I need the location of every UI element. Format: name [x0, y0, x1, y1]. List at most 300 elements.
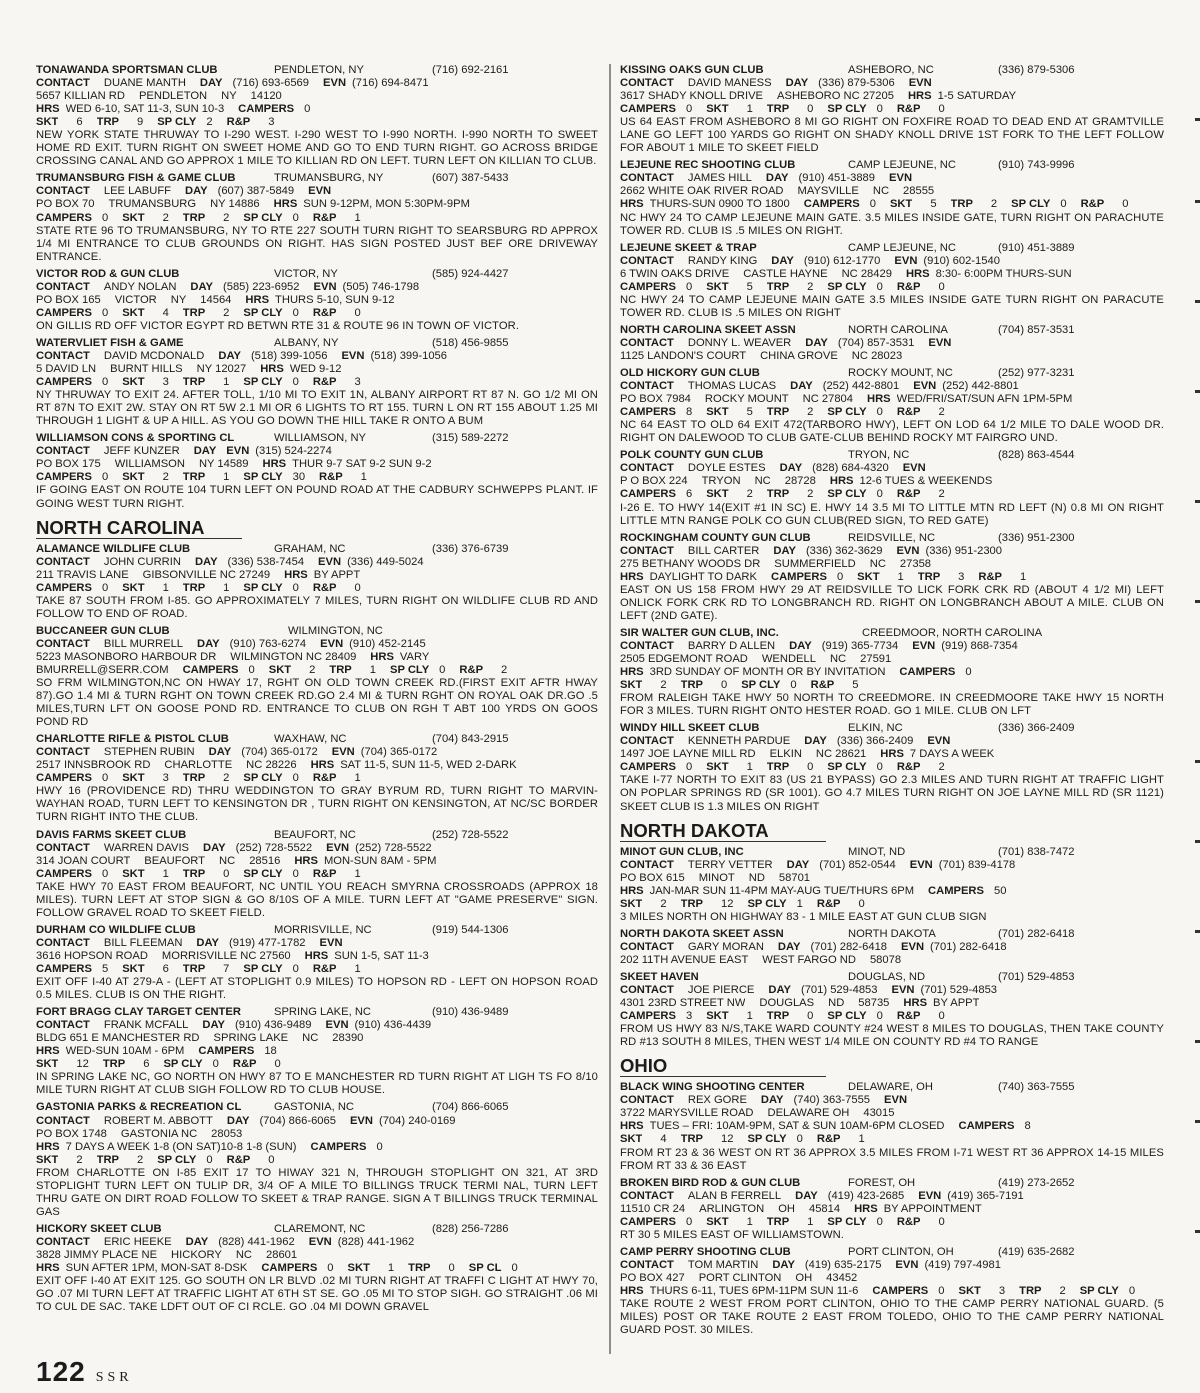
field-label: HRS: [245, 293, 270, 306]
field-label: TRP: [766, 103, 790, 116]
club-location: TRYON, NC: [848, 449, 910, 462]
driving-directions: I-26 E. TO HWY 14(EXIT #1 IN SC) E. HWY 14 3.5 MI TO LITTLE MTN RD LEFT (N) 0.8 MI ON RIGHT LITTLE MTN RANGE POLK CO GUN CLUB(RED SIGN, TO RED GATE): [620, 501, 1164, 527]
field-value: 12: [720, 897, 734, 910]
field-label: HRS: [829, 475, 854, 488]
club-info-line: [36, 198, 598, 211]
club-name: ROCKINGHAM COUNTY GUN CLUB: [620, 531, 811, 544]
field-value: THUR 9-7 SAT 9-2 SUN 9-2: [292, 458, 432, 471]
field-value: 3: [162, 376, 169, 389]
club-entry: [36, 625, 598, 733]
field-value: 1: [354, 772, 361, 785]
club-info-line: [36, 556, 598, 569]
club-info-line: [620, 198, 1164, 211]
field-label: SP CL: [468, 1262, 502, 1275]
club-name: POLK COUNTY GUN CLUB: [620, 449, 764, 462]
field-value: 275 BETHANY WOODS DR: [620, 557, 761, 570]
field-value: WILLIAMSON: [114, 458, 185, 471]
club-info-line: [36, 963, 598, 976]
club-info-line: [36, 1262, 598, 1275]
club-phone: (607) 387-5433: [432, 172, 509, 185]
field-label: HRS: [620, 1120, 644, 1133]
club-header-line: [620, 1246, 1164, 1259]
field-value: 1: [858, 1133, 865, 1146]
field-label: EVN: [918, 1189, 942, 1202]
club-info-line: [36, 185, 598, 198]
club-header-line: [620, 1177, 1164, 1190]
club-info-line: [620, 1133, 1164, 1146]
club-info-line: [620, 350, 1164, 363]
club-info-line: [620, 984, 1164, 997]
driving-directions: IN SPRING LAKE NC, GO NORTH ON HWY 87 TO E MANCHESTER RD TURN RIGHT AT LIGH TS FO 8/10 MILE TURN RIGHT AT CLUB SIGH FOLLOW RD TO CLUB HOUSE.: [36, 1071, 598, 1097]
club-info-line: [36, 90, 598, 103]
field-value: 43015: [863, 1107, 895, 1120]
club-header-line: [36, 1101, 598, 1114]
driving-directions: EAST ON US 158 FROM HWY 29 AT REIDSVILLE TO LICK FORK CRK RD (ABOUT 4 1/2 MI) LEFT ONLICK FORK CRK RD TO LONGBRANCH RD. RIGHT ON LONGBRANCH ABOUT A MILE. CLUB ON LEFT (2ND GATE).: [620, 583, 1164, 622]
field-value: THURS 6-11, TUES 6PM-11PM SUN 11-6: [649, 1284, 859, 1297]
field-value: 1: [354, 211, 361, 224]
field-value: (704) 240-0169: [378, 1114, 456, 1127]
club-info-line: [620, 558, 1164, 571]
field-label: TRP: [182, 471, 206, 484]
field-label: R&P: [319, 471, 343, 484]
field-value: (518) 399-1056: [370, 349, 447, 362]
field-value: 50: [993, 884, 1007, 897]
field-value: 0: [223, 867, 230, 880]
club-info-line: [620, 1272, 1164, 1285]
club-name: TONAWANDA SPORTSMAN CLUB: [36, 64, 218, 76]
field-label: TRP: [96, 1153, 119, 1166]
field-value: (419) 423-2685: [827, 1189, 905, 1202]
club-header-line: [620, 532, 1164, 545]
field-value: P O BOX 224: [620, 475, 688, 488]
field-label: SP CLY: [243, 867, 283, 880]
club-header-line: [620, 1081, 1164, 1094]
field-value: 6: [162, 963, 169, 975]
club-header-line: [36, 543, 598, 556]
field-label: R&P: [226, 1153, 251, 1166]
club-info-line: [620, 748, 1164, 761]
field-value: 1: [746, 761, 753, 774]
field-value: 0: [807, 103, 814, 116]
field-value: MON-SUN 8AM - 5PM: [323, 854, 437, 867]
driving-directions: ON GILLIS RD OFF VICTOR EGYPT RD BETWN RTE 31 & ROUTE 96 IN TOWN OF VICTOR.: [36, 319, 520, 332]
club-info-line: [36, 1115, 598, 1128]
field-value: 28390: [332, 1032, 364, 1045]
field-value: NC: [872, 185, 890, 198]
edge-tick: [1195, 600, 1200, 603]
club-info-line: [620, 185, 1164, 198]
field-label: TRP: [182, 306, 206, 319]
club-name: VICTOR ROD & GUN CLUB: [36, 267, 180, 280]
field-value: 0: [938, 1215, 945, 1228]
club-entry: [620, 64, 1164, 159]
field-value: 0: [248, 663, 255, 676]
club-entry: [36, 64, 598, 172]
club-header-line: [36, 1006, 598, 1019]
club-entry: [620, 242, 1164, 324]
club-location: GASTONIA, NC: [274, 1101, 354, 1114]
field-value: JOHN CURRIN: [103, 555, 181, 568]
field-value: 3: [958, 570, 965, 583]
field-value: 3: [162, 772, 169, 785]
club-info-line: [36, 1019, 598, 1032]
field-label: EVN: [331, 746, 355, 759]
field-label: CONTACT: [36, 746, 90, 759]
field-label: CAMPERS: [36, 471, 92, 484]
field-value: (910) 763-6274: [229, 637, 307, 650]
field-value: 0: [448, 1262, 455, 1275]
club-location: MORRISVILLE, NC: [274, 923, 372, 936]
field-label: EVN: [320, 637, 344, 650]
field-value: BILL FLEEMAN: [103, 936, 183, 949]
field-value: 8: [1024, 1120, 1031, 1133]
field-value: 0: [876, 103, 883, 116]
field-value: THURS 5-10, SUN 9-12: [275, 293, 395, 306]
club-phone: (419) 273-2652: [998, 1176, 1075, 1189]
field-label: CONTACT: [620, 1189, 674, 1202]
field-label: DAY: [193, 445, 217, 458]
field-value: 2: [990, 198, 998, 211]
field-value: 1: [746, 103, 753, 116]
club-entry: [620, 971, 1164, 1053]
club-entry: [36, 1006, 598, 1101]
driving-directions: FROM CHARLOTTE ON I-85 EXIT 17 TO HIWAY 321 N, THROUGH STOPLIGHT ON 321, AT 3RD STOPLIGHT TURN LEFT ON TULIP DR, 3/4 OF A MILE TO BILLINGS TRUCK TERMI NAL, TURN LEFT THRU GATE ON DIRT ROAD FOLLOW TO SKEET & TRAP RANGE. SIGN A T BILLINGS TRUCK TERMINAL GAS: [36, 1166, 598, 1218]
club-info-line: [620, 761, 1164, 774]
field-label: EVN: [927, 735, 951, 748]
field-value: TRYON: [701, 475, 741, 488]
club-location: ROCKY MOUNT, NC: [848, 367, 953, 380]
field-label: SKT: [122, 867, 145, 880]
field-label: EVN: [912, 639, 936, 652]
field-label: CONTACT: [620, 940, 674, 953]
field-label: SKT: [706, 406, 729, 419]
club-info-line: [36, 294, 598, 307]
field-label: TRP: [182, 772, 206, 785]
club-entry: [36, 337, 598, 432]
field-value: 2: [1059, 1284, 1066, 1297]
field-value: 0: [292, 867, 299, 880]
field-label: CAMPERS: [770, 570, 827, 583]
field-value: 2: [76, 1153, 83, 1166]
field-value: 5: [746, 280, 753, 293]
club-header-line: [620, 846, 1164, 859]
club-location: NORTH DAKOTA: [848, 927, 936, 940]
field-value: NC 28429: [841, 267, 892, 280]
field-label: R&P: [232, 1058, 257, 1071]
field-value: 2: [501, 663, 508, 676]
field-label: SKT: [122, 963, 145, 975]
field-value: 1: [162, 581, 169, 594]
field-label: R&P: [312, 306, 337, 319]
club-info-line: [36, 103, 598, 116]
club-location: BEAUFORT, NC: [274, 828, 356, 841]
field-value: (704) 857-3531: [837, 336, 915, 349]
club-info-line: [620, 872, 1164, 885]
field-label: HRS: [903, 997, 928, 1010]
field-value: WED/FRI/SAT/SUN AFN 1PM-5PM: [896, 393, 1073, 406]
field-label: CONTACT: [620, 462, 674, 475]
field-value: DAVID MCDONALD: [103, 349, 205, 362]
field-value: 0: [685, 761, 693, 774]
field-value: PO BOX 1748: [36, 1127, 107, 1140]
field-value: 5 DAVID LN: [36, 363, 97, 376]
field-value: 14564: [200, 293, 232, 306]
field-label: HRS: [620, 1284, 644, 1297]
club-entry: [36, 733, 598, 828]
field-label: SP CLY: [243, 376, 283, 389]
field-value: 1-5 SATURDAY: [937, 90, 1017, 103]
field-label: SP CLY: [827, 761, 867, 774]
club-location: VICTOR, NY: [274, 267, 338, 280]
field-value: 2: [807, 488, 814, 501]
field-value: 0: [965, 666, 972, 679]
club-info-line: [620, 1010, 1164, 1023]
field-label: SKT: [122, 211, 145, 224]
club-entry: [620, 846, 1164, 928]
field-value: OH: [778, 1202, 795, 1215]
field-value: 9: [136, 116, 144, 129]
field-label: SP CLY: [157, 1153, 197, 1166]
field-value: (505) 746-1798: [342, 280, 420, 293]
field-value: (716) 694-8471: [352, 77, 429, 90]
field-value: 1: [223, 471, 230, 484]
field-value: (419) 797-4981: [924, 1258, 1001, 1271]
field-value: NY: [221, 90, 237, 103]
club-header-line: [620, 928, 1164, 941]
field-label: CAMPERS: [928, 884, 984, 897]
field-label: SP CLY: [1011, 198, 1051, 211]
driving-directions: IF GOING EAST ON ROUTE 104 TURN LEFT ON POUND ROAD AT THE CADBURY SCHWEPPS PLANT. IF GOING WEST TURN RIGHT.: [36, 484, 598, 510]
driving-directions: 3 MILES NORTH ON HIGHWAY 83 - 1 MILE EAST AT GUN CLUB SIGN: [620, 910, 987, 923]
club-info-line: [620, 1094, 1164, 1107]
field-value: CASTLE HAYNE: [743, 267, 828, 280]
club-header-line: [620, 242, 1164, 255]
field-value: 12: [720, 1133, 734, 1146]
club-phone: (910) 451-3889: [998, 241, 1075, 254]
driving-directions: SO FRM WILMINGTON,NC ON HWAY 17, RGHT ON OLD TOWN CREEK RD.(FIRST EXIT AFTR HWAY 87).GO 1.4 MI & TURN RGHT ON TOWN CREEK RD.GO 2.4 MI & TURN RGHT ON ROYAL OAK DR.GO .5 MILES,TURN LFT ON GOOSE POND RD. ENTRANCE TO CLUB ON RGH T ABT 100 YRDS ON GOOS POND RD: [36, 677, 598, 729]
club-entry: [620, 928, 1164, 971]
field-label: CONTACT: [620, 380, 674, 393]
field-value: 2: [807, 406, 814, 419]
field-label: CAMPERS: [36, 963, 92, 975]
field-label: CAMPERS: [803, 198, 860, 211]
field-label: R&P: [226, 116, 251, 129]
field-value: REX GORE: [687, 1094, 747, 1107]
field-label: R&P: [312, 867, 337, 880]
field-value: NY 14886: [210, 198, 260, 211]
field-value: 211 TRAVIS LANE: [36, 568, 129, 581]
field-label: CAMPERS: [36, 211, 92, 224]
field-value: (704) 365-0172: [241, 746, 318, 759]
club-location: PENDLETON, NY: [274, 64, 364, 76]
field-value: SUMMERFIELD: [774, 557, 856, 570]
field-value: PO BOX 165: [36, 293, 101, 306]
club-info-line: [36, 855, 598, 868]
field-value: NC 27804: [802, 393, 854, 406]
club-info-line: [36, 1045, 598, 1058]
field-label: EVN: [325, 1019, 349, 1032]
field-value: MINOT: [698, 871, 735, 884]
field-value: 0: [790, 679, 797, 692]
field-value: NC 28226: [246, 759, 297, 772]
field-value: 0: [101, 211, 109, 224]
field-value: 2: [206, 116, 213, 129]
club-entry: [620, 367, 1164, 449]
field-label: CONTACT: [36, 280, 90, 293]
field-label: DAY: [196, 936, 220, 949]
field-value: 1: [796, 897, 803, 910]
club-name: KISSING OAKS GUN CLUB: [620, 64, 764, 76]
club-entry: [36, 543, 598, 625]
field-label: SKT: [36, 1058, 59, 1071]
field-label: TRP: [182, 963, 206, 975]
field-value: 11510 CR 24: [620, 1202, 686, 1215]
field-label: CAMPERS: [872, 1284, 929, 1297]
field-value: 1: [387, 1262, 395, 1275]
field-label: HRS: [880, 748, 904, 761]
field-label: EVN: [909, 858, 933, 871]
field-value: 1125 LANDON'S COURT: [620, 349, 747, 362]
driving-directions: HWY 16 (PROVIDENCE RD) THRU WEDDINGTON TO GRAY BYRUM RD, TURN RIGHT TO MARVIN-WAYHAN ROAD, TURN LEFT TO KENSINGTON DR , TURN RIGHT ON KENSINGTON, AT NC/SC BORDER TURN RIGHT INTO THE CLUB.: [36, 785, 598, 824]
field-value: (910) 436-4439: [354, 1019, 432, 1032]
field-value: NC: [869, 557, 886, 570]
field-label: EVN: [884, 1094, 908, 1107]
club-info-line: [36, 350, 598, 363]
field-value: (910) 612-1770: [803, 254, 881, 267]
field-label: R&P: [312, 581, 337, 594]
field-label: EVN: [323, 77, 347, 90]
field-value: (585) 223-6952: [223, 280, 300, 293]
field-value: 6: [143, 1058, 150, 1071]
field-label: DAY: [805, 336, 828, 349]
club-info-line: [36, 638, 598, 651]
field-value: 1: [354, 867, 361, 880]
field-label: DAY: [772, 1258, 795, 1271]
field-value: 2: [807, 280, 814, 293]
field-value: 0: [876, 488, 883, 501]
field-value: 2: [660, 897, 667, 910]
field-label: CONTACT: [36, 445, 90, 458]
field-value: 2517 INNSBROOK RD: [36, 759, 151, 772]
field-value: PO BOX 7984: [620, 393, 691, 406]
club-info-line: [620, 268, 1164, 281]
club-phone: (419) 635-2682: [998, 1245, 1075, 1258]
state-heading: NORTH DAKOTA: [620, 818, 826, 842]
field-value: 28728: [784, 475, 816, 488]
club-header-line: [36, 829, 598, 842]
field-label: SKT: [36, 1153, 59, 1166]
field-value: DAVID MANESS: [687, 77, 772, 90]
edge-tick: [1195, 200, 1200, 203]
field-label: SP CLY: [827, 488, 867, 501]
field-label: HRS: [284, 568, 308, 581]
field-value: (919) 477-1782: [229, 936, 306, 949]
field-value: 6: [76, 116, 83, 129]
club-phone: (518) 456-9855: [432, 336, 509, 349]
club-name: CHARLOTTE RIFLE & PISTOL CLUB: [36, 733, 229, 746]
field-value: (336) 879-5306: [818, 77, 895, 90]
club-info-line: [620, 885, 1164, 898]
field-label: CAMPERS: [899, 666, 956, 679]
field-value: 2: [938, 406, 945, 419]
field-value: 12: [76, 1058, 89, 1071]
club-entry: [36, 1101, 598, 1222]
field-label: EVN: [908, 77, 932, 90]
club-info-line: [36, 746, 598, 759]
field-label: DAY: [779, 462, 803, 475]
field-value: 2: [746, 488, 753, 501]
club-location: NORTH CAROLINA: [848, 323, 948, 336]
field-value: DONNY L. WEAVER: [687, 336, 792, 349]
field-value: ASHEBORO NC 27205: [777, 90, 894, 103]
field-label: SP CLY: [827, 280, 867, 293]
field-label: R&P: [896, 1215, 921, 1228]
club-name: ALAMANCE WILDLIFE CLUB: [36, 542, 191, 555]
field-label: CONTACT: [620, 544, 674, 557]
field-value: 202 11TH AVENUE EAST: [620, 953, 749, 966]
field-value: 1: [807, 1215, 814, 1228]
field-label: SP CLY: [827, 1215, 867, 1228]
field-label: SKT: [620, 1133, 643, 1146]
field-label: SP CLY: [157, 116, 197, 129]
field-label: CAMPERS: [36, 306, 92, 319]
field-label: EVN: [895, 1258, 919, 1271]
page-footer: [36, 1356, 133, 1388]
club-phone: (336) 951-2300: [998, 531, 1075, 544]
club-info-line: [620, 337, 1164, 350]
field-label: SKT: [347, 1262, 370, 1275]
club-header-line: [36, 172, 598, 185]
club-info-line: [620, 1285, 1164, 1298]
club-info-line: [36, 1058, 598, 1071]
field-value: 1497 JOE LAYNE MILL RD: [620, 748, 756, 761]
field-value: MAYSVILLE: [797, 185, 859, 198]
field-value: PO BOX 175: [36, 458, 101, 471]
club-location: CAMP LEJEUNE, NC: [848, 241, 956, 254]
field-value: 0: [720, 679, 728, 692]
field-label: EVN: [894, 254, 918, 267]
field-label: DAY: [790, 380, 813, 393]
club-location: REIDSVILLE, NC: [848, 531, 936, 544]
field-value: 1: [360, 471, 367, 484]
field-label: HRS: [867, 393, 891, 406]
field-value: BMURRELL@SERR.COM: [36, 663, 169, 676]
field-value: (910) 436-9489: [235, 1019, 312, 1032]
field-value: PO BOX 70: [36, 198, 95, 211]
field-value: WILMINGTON NC 28409: [230, 650, 357, 663]
state-heading: OHIO: [620, 1053, 826, 1077]
field-value: PO BOX 615: [620, 871, 685, 884]
field-label: EVN: [901, 940, 925, 953]
field-value: 58701: [778, 871, 811, 884]
driving-directions: FROM RT 23 & 36 WEST ON RT 36 APPROX 3.5 MILES FROM I-71 WEST RT 36 APPROX 14-15 MILES FROM RT 33 & 36 EAST: [620, 1146, 1164, 1172]
field-value: RANDY KING: [687, 254, 758, 267]
field-value: (336) 366-2409: [836, 735, 914, 748]
field-label: TRP: [766, 406, 790, 419]
club-location: SPRING LAKE, NC: [274, 1006, 371, 1019]
field-value: WARREN DAVIS: [103, 841, 190, 854]
field-value: 0: [938, 1284, 945, 1297]
field-value: 0: [354, 581, 361, 594]
field-value: 43452: [826, 1271, 858, 1284]
field-label: TRP: [408, 1262, 431, 1275]
field-value: 0: [101, 581, 109, 594]
field-label: DAY: [777, 940, 801, 953]
field-value: 0: [938, 103, 945, 116]
field-value: 0: [304, 103, 311, 116]
club-info-line: [620, 406, 1164, 419]
field-label: TRP: [102, 1058, 126, 1071]
